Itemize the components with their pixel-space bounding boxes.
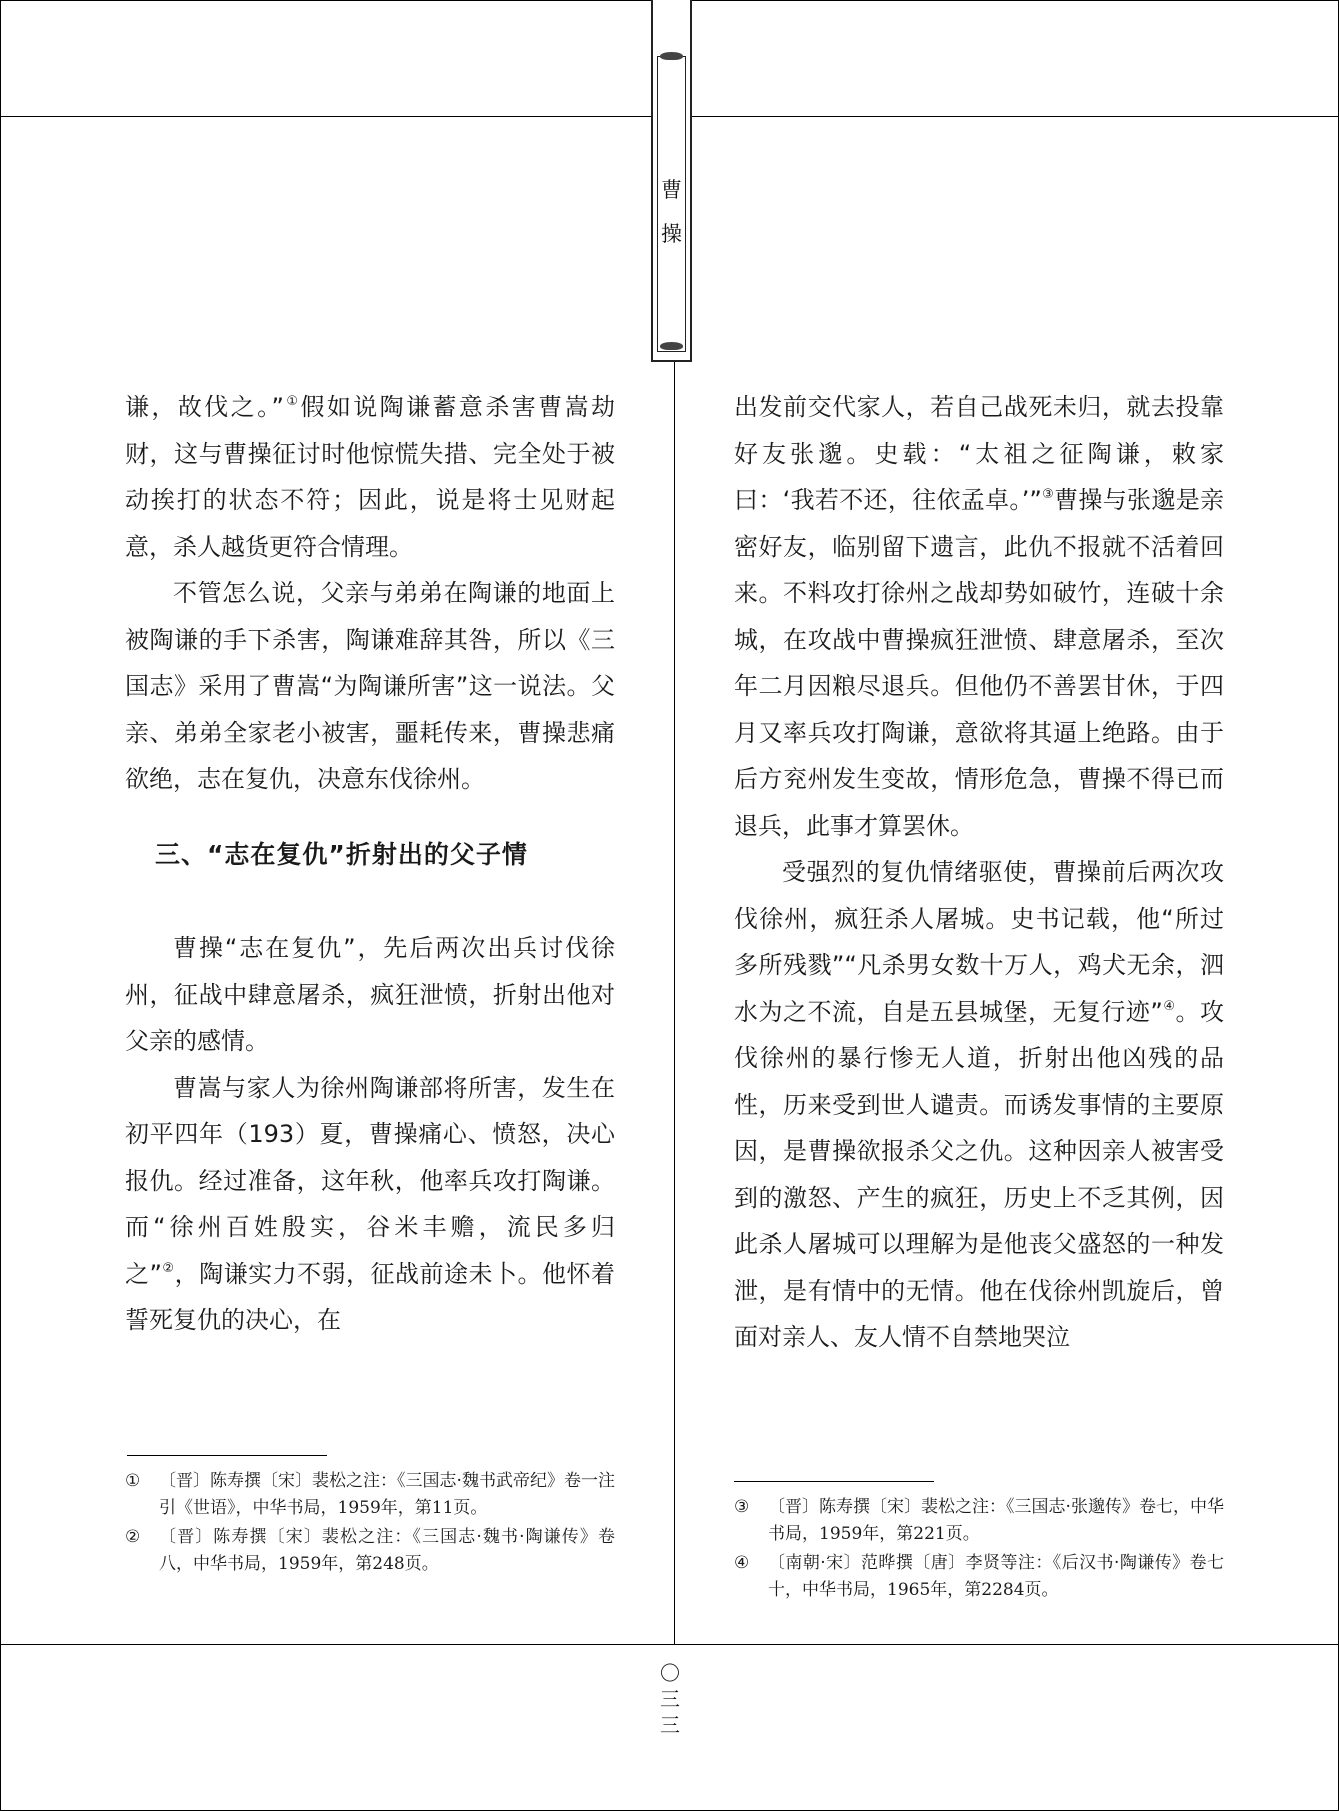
paragraph-text: 。攻伐徐州的暴行惨无人道，折射出他凶残的品性，历来受到世人谴责。而诱发事情的主要原因，是曹操欲报杀父之仇。这种因亲人被害受到的激怒、产生的疯狂，历史上不乏其例，因此杀人屠城可以理解为是他丧父盛怒的一种发泄，是有情中的无情。他在伐徐州凯旋后，曾面对亲人、友人情不自禁地哭泣 — [734, 997, 1225, 1351]
book-title-char: 曹 — [661, 178, 682, 202]
center-divider — [674, 362, 675, 1644]
page-number — [660, 1660, 680, 1738]
footnote — [125, 1468, 615, 1522]
footnote-ref[interactable]: ① — [283, 394, 301, 409]
paragraph-text: 出发前交代家人，若自己战死未归，就去投靠好友张邈。史载：“太祖之征陶谦，敕家曰：‘我若不还，往依孟卓。’” — [734, 393, 1224, 514]
section-heading: 三、“志在复仇”折射出的父子情 — [155, 839, 528, 869]
left-column — [125, 384, 615, 1344]
right-column — [734, 384, 1224, 1361]
footnote — [734, 1494, 1224, 1548]
footnote-text: 〔晋〕陈寿撰〔宋〕裴松之注：《三国志·魏书·陶谦传》卷八，中华书局，1959年，第248页。 — [159, 1527, 615, 1574]
paragraph-text: 假如说陶谦蓄意杀害曹嵩劫财，这与曹操征讨时他惊慌失措、完全处于被动挨打的状态不符；因此，说是将士见财起意，杀人越货更符合情理。 — [125, 393, 616, 561]
paragraph-text: 受强烈的复仇情绪驱使，曹操前后两次攻伐徐州，疯狂杀人屠城。史书记载，他“所过多所残戮”“凡杀男女数十万人，鸡犬无余，泗水为之不流，自是五县城堡，无复行迹” — [734, 858, 1224, 1026]
page-number-char: 三 — [660, 1687, 680, 1711]
paragraph — [125, 384, 615, 570]
spine-ornament-bottom — [660, 342, 683, 350]
footnote-number: ④ — [734, 1553, 750, 1573]
paragraph — [125, 1065, 615, 1344]
page-number-char: 〇 — [660, 1661, 680, 1685]
footnote — [734, 1550, 1224, 1604]
footnote — [125, 1524, 615, 1578]
paragraph-text: 谦，故伐之。” — [125, 393, 284, 421]
paragraph — [734, 849, 1224, 1361]
footnote-ref[interactable]: ② — [161, 1260, 175, 1276]
footnote-rule — [127, 1455, 327, 1456]
page-number-char: 三 — [660, 1713, 680, 1737]
paragraph: 曹操“志在复仇”，先后两次出兵讨伐徐州，征战中肆意屠杀，疯狂泄愤，折射出他对父亲的感情。 — [125, 934, 615, 1055]
paragraph-text: 曹嵩与家人为徐州陶谦部将所害，发生在初平四年（193）夏，曹操痛心、愤怒，决心报仇。经过准备，这年秋，他率兵攻打陶谦。而“徐州百姓殷实，谷米丰赡，流民多归之” — [125, 1073, 615, 1288]
book-title-char: 操 — [661, 222, 682, 246]
footnote-ref[interactable]: ④ — [1162, 998, 1176, 1014]
paragraph: 不管怎么说，父亲与弟弟在陶谦的地面上被陶谦的手下杀害，陶谦难辞其咎，所以《三国志》采用了曹嵩“为陶谦所害”这一说法。父亲、弟弟全家老小被害，噩耗传来，曹操悲痛欲绝，志在复仇，决意东伐徐州。 — [125, 579, 615, 793]
footnote-rule — [734, 1481, 934, 1482]
footnote-text: 〔晋〕陈寿撰〔宋〕裴松之注：《三国志·魏书武帝纪》卷一注引《世语》，中华书局，1959年，第11页。 — [159, 1471, 615, 1518]
footnotes-right — [734, 1494, 1224, 1606]
footnotes-left — [125, 1468, 615, 1580]
footnote-text: 〔南朝·宋〕范晔撰〔唐〕李贤等注：《后汉书·陶谦传》卷七十，中华书局，1965年，第2284页。 — [768, 1553, 1224, 1600]
spine-ornament-top — [660, 52, 683, 60]
paragraph-text: ，陶谦实力不弱，征战前途未卜。他怀着誓死复仇的决心，在 — [125, 1259, 616, 1334]
paragraph — [734, 384, 1224, 849]
footnote-text: 〔晋〕陈寿撰〔宋〕裴松之注：《三国志·张邈传》卷七，中华书局，1959年，第221页。 — [768, 1497, 1224, 1544]
footnote-ref[interactable]: ③ — [1041, 487, 1055, 502]
book-title — [657, 168, 686, 256]
footnote-number: ② — [125, 1527, 141, 1547]
footer-rule — [0, 1644, 1339, 1645]
footnote-number: ③ — [734, 1497, 750, 1517]
paragraph-text: 曹操与张邈是亲密好友，临别留下遗言，此仇不报就不活着回来。不料攻打徐州之战却势如破竹，连破十余城，在攻战中曹操疯狂泄愤、肆意屠杀，至次年二月因粮尽退兵。但他仍不善罢甘休，于四月又率兵攻打陶谦，意欲将其逼上绝路。由于后方兖州发生变故，情形危急，曹操不得已而退兵，此事才算罢休。 — [734, 486, 1225, 840]
footnote-number: ① — [125, 1471, 141, 1491]
